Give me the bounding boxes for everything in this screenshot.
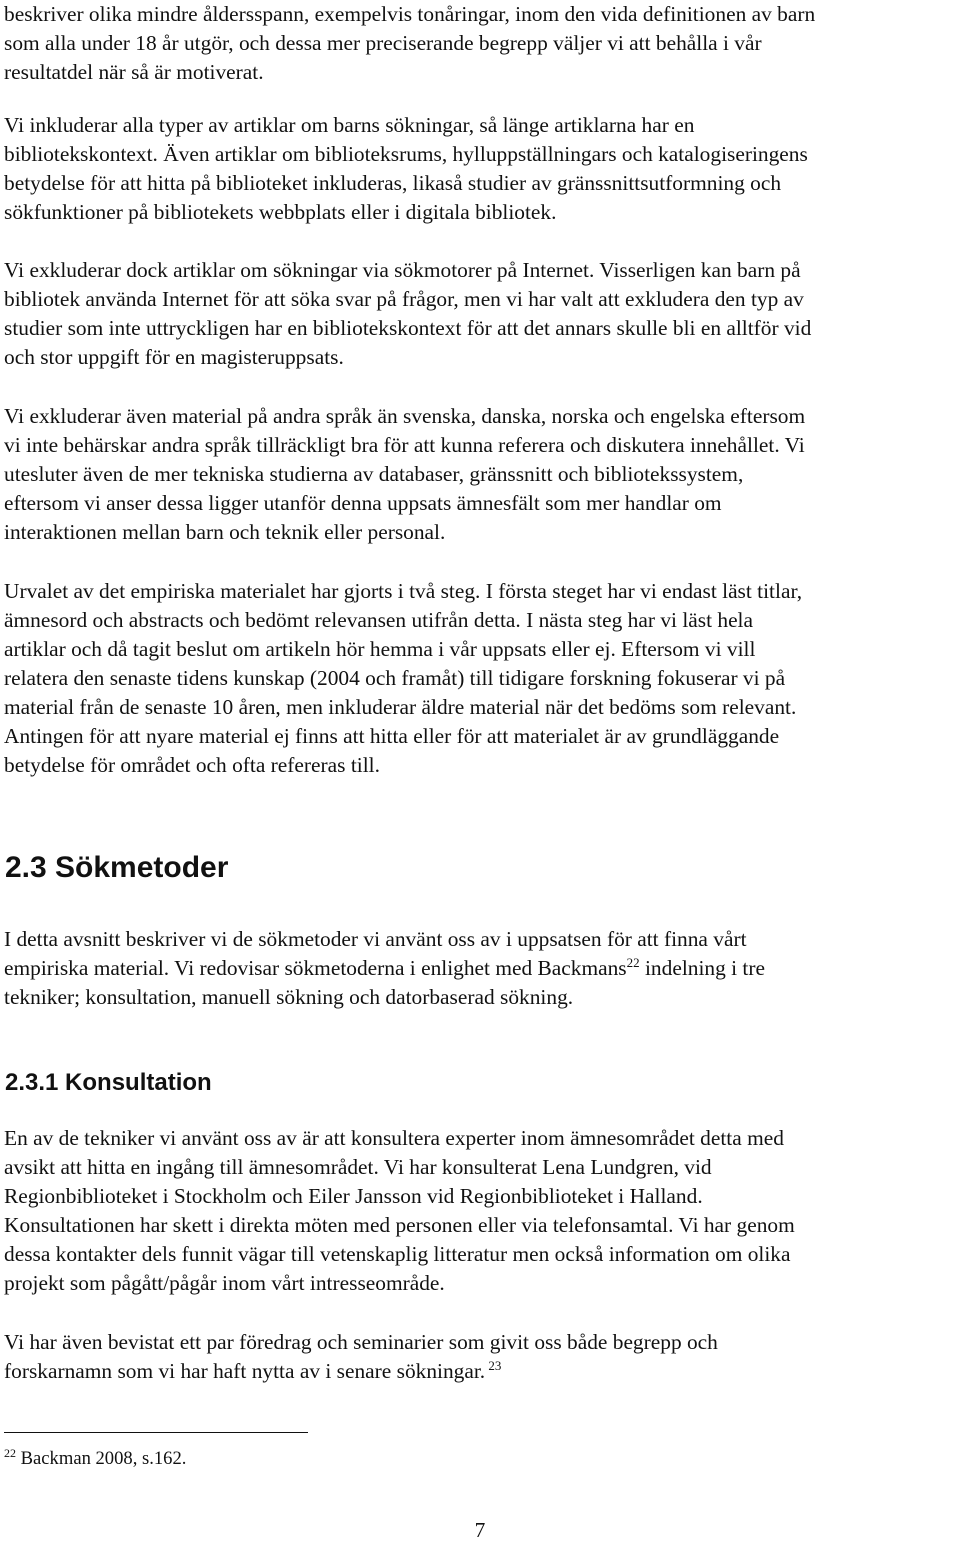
text-line: En av de tekniker vi använt oss av är att konsultera experter inom ämnesområdet detta med (4, 1126, 784, 1150)
footnote-separator (4, 1432, 308, 1433)
footnote-reference[interactable]: 22 (626, 955, 640, 970)
footnote-reference[interactable]: 23 (485, 1358, 502, 1373)
text-line: relatera den senaste tidens kunskap (2004 och framåt) till tidigare forskning fokuserar vi på (4, 666, 786, 690)
text-fragment: indelning i tre (639, 956, 765, 980)
text-line: Konsultationen har skett i direkta möten med personen eller via telefonsamtal. Vi har genom (4, 1213, 795, 1237)
text-line: Vi exkluderar dock artiklar om sökningar via sökmotorer på Internet. Visserligen kan barn på (4, 258, 801, 282)
text-line: betydelse för att hitta på biblioteket inkluderas, likaså studier av gränssnittsutformning och (4, 171, 782, 195)
text-line: projekt som pågått/pågår inom vårt intresseområde. (4, 1271, 445, 1295)
paragraph-inclusion (4, 111, 960, 227)
paragraph-consultation (4, 1124, 960, 1298)
page-number: 7 (474, 1518, 486, 1542)
text-line: betydelse för området och ofta refereras till. (4, 753, 380, 777)
text-line: material från de senaste 10 åren, men inkluderar äldre material när det bedöms som relevant. (4, 695, 797, 719)
text-line: Regionbiblioteket i Stockholm och Eiler Jansson vid Regionbiblioteket i Halland. (4, 1184, 703, 1208)
text-line: utesluter även de mer tekniska studierna av databaser, gränssnitt och bibliotekssystem, (4, 462, 744, 486)
text-line: I detta avsnitt beskriver vi de sökmetoder vi använt oss av i uppsatsen för att finna vårt (4, 927, 747, 951)
footnote (4, 1446, 186, 1472)
text-line: beskriver olika mindre åldersspann, exempelvis tonåringar, inom den vida definitionen av barn (4, 2, 816, 26)
paragraph-seminars (4, 1328, 960, 1386)
paragraph-search-methods (4, 925, 960, 1012)
text-line: dessa kontakter dels funnit vägar till vetenskaplig litteratur men också information om olika (4, 1242, 791, 1266)
section-heading: 2.3 Sökmetoder (5, 851, 229, 884)
text-line: resultatdel när så är motiverat. (4, 60, 264, 84)
text-line: tekniker; konsultation, manuell sökning och datorbaserad sökning. (4, 985, 574, 1009)
subsection-heading: 2.3.1 Konsultation (5, 1069, 212, 1096)
footnote-text: Backman 2008, s.162. (16, 1448, 187, 1469)
text-line: artiklar och då tagit beslut om artikeln hör hemma i vår uppsats eller ej. Eftersom vi vill (4, 637, 756, 661)
text-line: sökfunktioner på bibliotekets webbplats eller i digitala bibliotek. (4, 200, 557, 224)
text-line: ämnesord och abstracts och bedömt relevansen utifrån detta. I nästa steg har vi läst hela (4, 608, 753, 632)
paragraph-exclusion-language (4, 402, 960, 547)
paragraph-selection (4, 577, 960, 780)
text-line (4, 954, 960, 983)
text-line: bibliotek använda Internet för att söka svar på frågor, men vi har valt att exkludera den typ av (4, 287, 804, 311)
text-line: och stor uppgift för en magisteruppsats. (4, 345, 344, 369)
footnote-number: 22 (4, 1446, 16, 1460)
text-line: interaktionen mellan barn och teknik eller personal. (4, 520, 446, 544)
text-line: studier som inte uttryckligen har en bibliotekskontext för att det annars skulle bli en alltför vid (4, 316, 812, 340)
text-line: bibliotekskontext. Även artiklar om biblioteksrums, hylluppställningars och katalogiseringens (4, 142, 808, 166)
text-line: Vi inkluderar alla typer av artiklar om barns sökningar, så länge artiklarna har en (4, 113, 695, 137)
text-line (4, 1357, 960, 1386)
text-line: Vi har även bevistat ett par föredrag och seminarier som givit oss både begrepp och (4, 1330, 718, 1354)
text-fragment: empiriska material. Vi redovisar sökmetoderna i enlighet med Backmans (4, 956, 627, 980)
text-line: Antingen för att nyare material ej finns att hitta eller för att materialet är av grundläggande (4, 724, 780, 748)
text-line: Urvalet av det empiriska materialet har gjorts i två steg. I första steget har vi endast läst titlar, (4, 579, 803, 603)
text-line: som alla under 18 år utgör, och dessa mer preciserande begrepp väljer vi att behålla i vår (4, 31, 762, 55)
text-fragment: forskarnamn som vi har haft nytta av i senare sökningar. (4, 1359, 486, 1383)
text-line: eftersom vi anser dessa ligger utanför denna uppsats ämnesfält som mer handlar om (4, 491, 722, 515)
paragraph-exclusion-internet (4, 256, 960, 372)
text-line: Vi exkluderar även material på andra språk än svenska, danska, norska och engelska eftersom (4, 404, 806, 428)
paragraph-age-spans (4, 0, 960, 87)
text-line: avsikt att hitta en ingång till ämnesområdet. Vi har konsulterat Lena Lundgren, vid (4, 1155, 712, 1179)
text-line: vi inte behärskar andra språk tillräckligt bra för att kunna referera och diskutera innehållet. Vi (4, 433, 805, 457)
